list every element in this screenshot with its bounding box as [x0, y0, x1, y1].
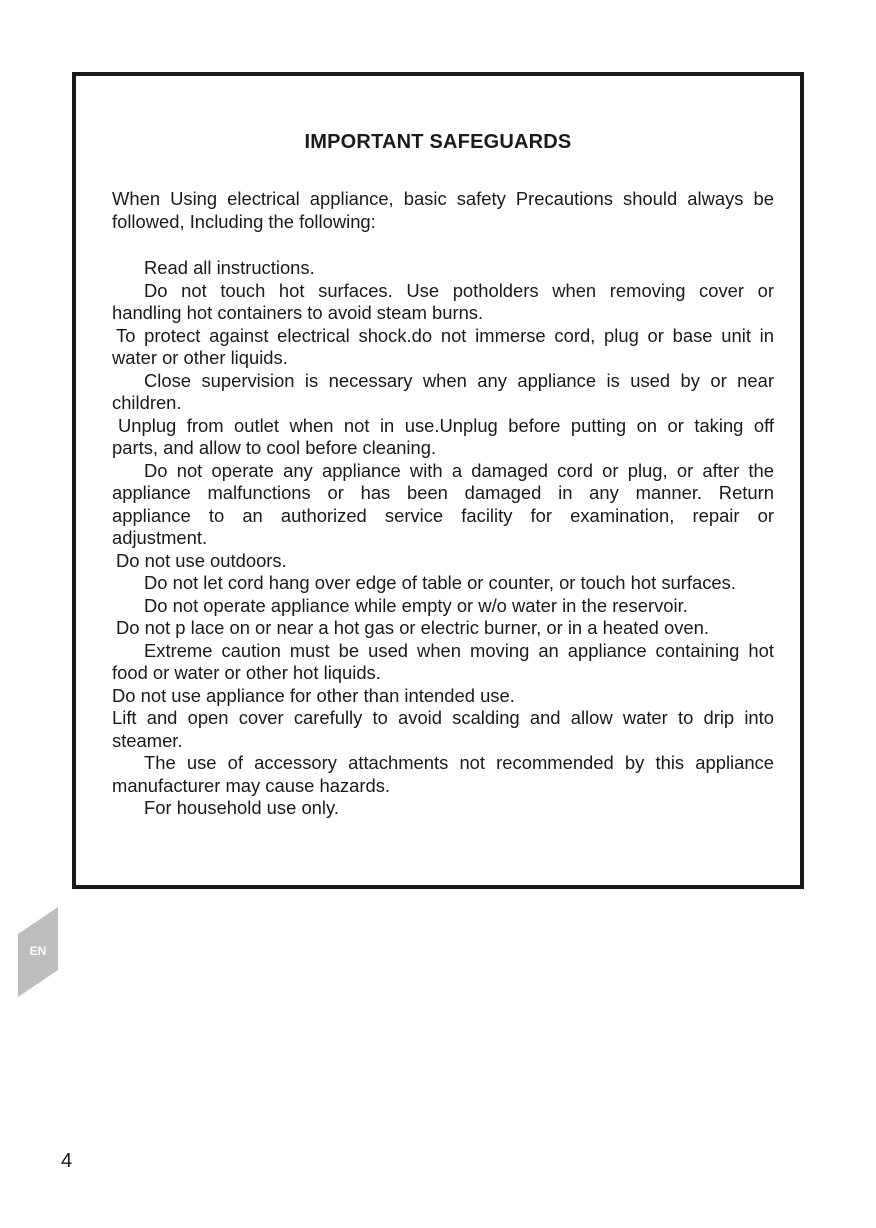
safeguards-box [72, 72, 804, 889]
intro-paragraph: When Using electrical appliance, basic safety Precautions should always be followed, Including the following: [112, 188, 774, 232]
safeguard-line: appliance to an authorized service facility for examination, repair or [112, 504, 774, 526]
safeguard-line: Unplug from outlet when not in use.Unplug before putting on or taking off [118, 414, 774, 436]
safeguard-line: The use of accessory attachments not recommended by this appliance [144, 752, 774, 773]
safeguard-line: adjustment. [112, 527, 208, 548]
safeguard-line: parts, and allow to cool before cleaning. [112, 437, 437, 458]
page-number: 4 [61, 1150, 73, 1172]
safeguard-line: appliance malfunctions or has been damaged in any manner. Return [112, 482, 774, 503]
safeguard-line: Do not use outdoors. [116, 549, 287, 571]
safeguard-line: Close supervision is necessary when any appliance is used by or near [144, 369, 774, 391]
safeguard-line: food or water or other hot liquids. [112, 662, 381, 683]
safeguard-line: Do not touch hot surfaces. Use potholders when removing cover or [144, 279, 774, 301]
safeguards-list [112, 257, 774, 820]
safeguard-line: Do not p lace on or near a hot gas or electric burner, or in a heated oven. [116, 617, 709, 638]
safeguard-line: handling hot containers to avoid steam burns. [112, 302, 484, 323]
safeguard-line: Do not operate appliance while empty or w/o water in the reservoir. [144, 594, 688, 616]
safeguard-line: Lift and open cover carefully to avoid scalding and allow water to drip into [112, 707, 774, 728]
safeguard-line: steamer. [112, 729, 183, 751]
safeguard-line: Read all instructions. [144, 257, 315, 278]
language-tab-label: EN [29, 944, 47, 958]
page-title: IMPORTANT SAFEGUARDS [304, 131, 572, 153]
safeguard-line: Do not operate any appliance with a damaged cord or plug, or after the [144, 459, 774, 481]
safeguard-line: water or other liquids. [112, 347, 288, 368]
safeguard-line: For household use only. [144, 797, 339, 818]
safeguard-line: Extreme caution must be used when moving an appliance containing hot [144, 639, 774, 661]
safeguard-line: children. [112, 392, 182, 413]
safeguard-line: Do not use appliance for other than intended use. [112, 684, 515, 706]
safeguard-line: Do not let cord hang over edge of table or counter, or touch hot surfaces. [144, 572, 736, 593]
safeguard-line: To protect against electrical shock.do not immerse cord, plug or base unit in [116, 324, 774, 346]
safeguard-line: manufacturer may cause hazards. [112, 774, 391, 796]
